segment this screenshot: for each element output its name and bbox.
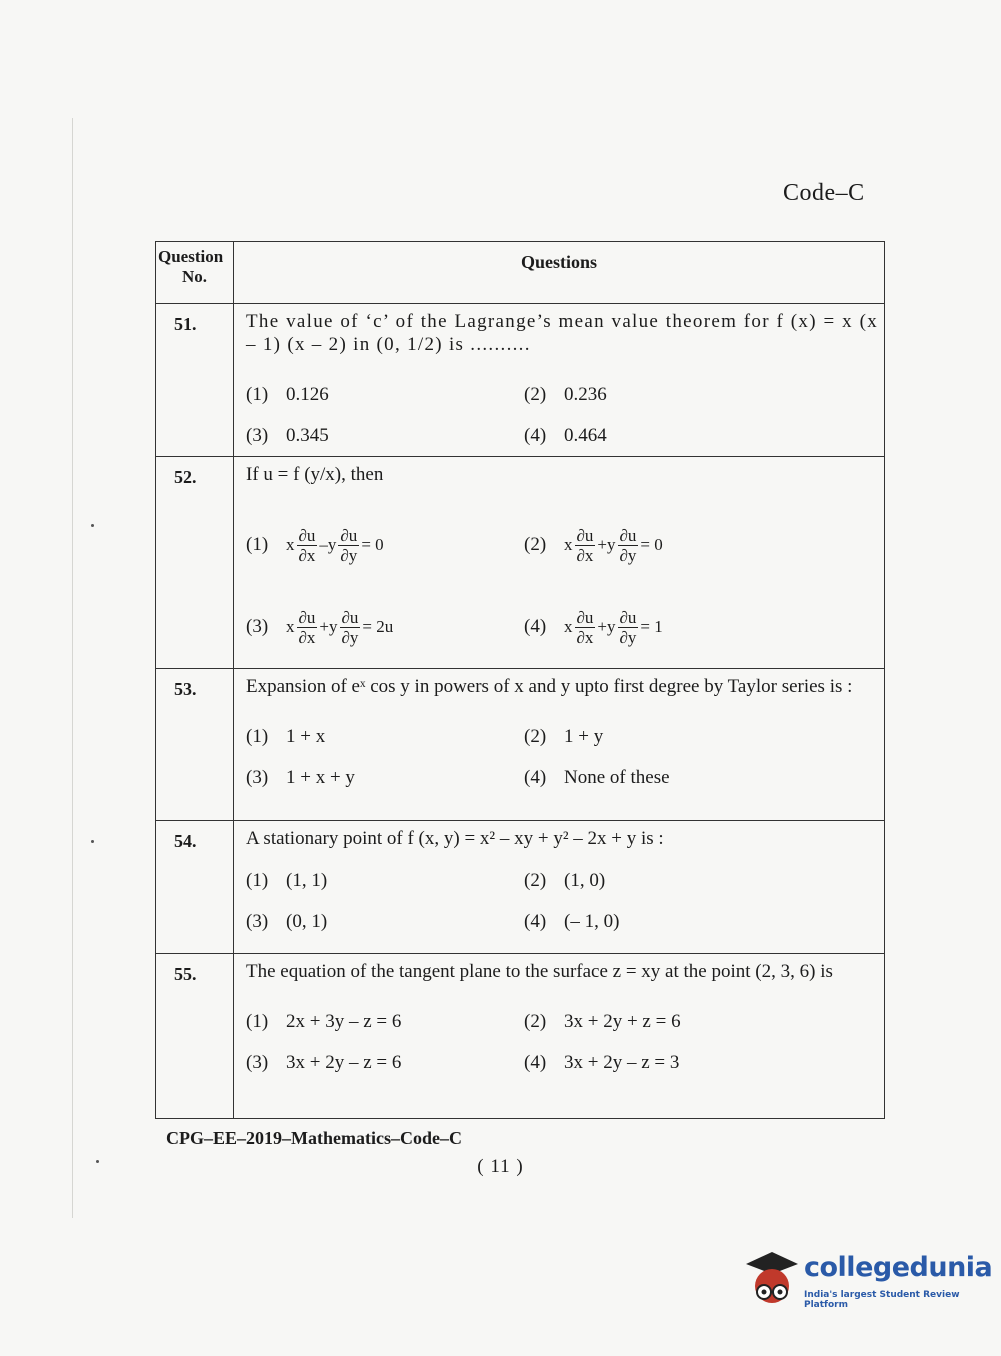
partial-derivative-expression: x $\frac{\partial u}{\partial x}$ + y $\frac{\partial u}{\partial y}$ = 0	[564, 525, 663, 565]
question-number: 51.	[156, 304, 234, 457]
option[interactable]: (3) 3x + 2y – z = 6	[246, 1051, 402, 1073]
options-grid	[246, 374, 878, 456]
fraction: $\frac{\partial u}{\partial x}$	[298, 525, 316, 565]
question-body	[234, 457, 885, 669]
options-grid	[246, 716, 878, 798]
question-body	[234, 669, 885, 821]
options-grid	[246, 504, 878, 668]
option[interactable]: (1) 0.126	[246, 383, 329, 405]
question-number: 52.	[156, 457, 234, 669]
question-no-header: Question No.	[156, 242, 234, 304]
question-body	[234, 821, 885, 954]
brand-name: collegedunia	[804, 1252, 993, 1283]
question-number: 54.	[156, 821, 234, 954]
question-stem: The value of ‘c’ of the Lagrange’s mean value theorem for f (x) = x (x – 1) (x – 2) in (0, 1/2) is ..........	[246, 311, 878, 355]
options-grid	[246, 1001, 878, 1083]
fraction: $\frac{\partial u}{\partial x}$	[576, 607, 594, 647]
option[interactable]: (1) x $\frac{\partial u}{\partial x}$ – y $\frac{\partial u}{\partial y}$ = 0	[246, 525, 384, 565]
fraction: $\frac{\partial u}{\partial x}$	[298, 607, 316, 647]
option[interactable]: (4) 3x + 2y – z = 3	[524, 1051, 680, 1073]
option[interactable]: (2) (1, 0)	[524, 869, 606, 891]
partial-derivative-expression: x $\frac{\partial u}{\partial x}$ + y $\frac{\partial u}{\partial y}$ = 1	[564, 607, 663, 647]
mascot-icon	[742, 1246, 802, 1316]
fraction: $\frac{\partial u}{\partial x}$	[576, 525, 594, 565]
option[interactable]: (2) x $\frac{\partial u}{\partial x}$ + y $\frac{\partial u}{\partial y}$ = 0	[524, 525, 663, 565]
fraction: $\frac{\partial u}{\partial y}$	[619, 607, 637, 647]
brand-tagline: India's largest Student Review Platform	[804, 1290, 960, 1310]
paper-code-label: Code–C	[783, 180, 865, 206]
option[interactable]: (3) (0, 1)	[246, 910, 328, 932]
collegedunia-logo	[742, 1246, 993, 1316]
question-stem: A stationary point of f (x, y) = x² – xy + y² – 2x + y is :	[246, 828, 664, 849]
question-stem: Expansion of eˣ cos y in powers of x and y upto first degree by Taylor series is :	[246, 676, 853, 697]
question-stem: The equation of the tangent plane to the surface z = xy at the point (2, 3, 6) is	[246, 961, 833, 982]
table-row	[156, 821, 885, 954]
table-header-row	[156, 242, 885, 304]
fraction: $\frac{\partial u}{\partial y}$	[340, 525, 358, 565]
option[interactable]: (4) 0.464	[524, 424, 607, 446]
question-number: 53.	[156, 669, 234, 821]
option[interactable]: (2) 0.236	[524, 383, 607, 405]
question-body	[234, 954, 885, 1119]
option[interactable]: (1) 1 + x	[246, 725, 326, 747]
option[interactable]: (3) 0.345	[246, 424, 329, 446]
option[interactable]: (1) 2x + 3y – z = 6	[246, 1010, 402, 1032]
option[interactable]: (4) None of these	[524, 766, 670, 788]
partial-derivative-expression: x $\frac{\partial u}{\partial x}$ + y $\frac{\partial u}{\partial y}$ = 2u	[286, 607, 394, 647]
questions-table	[155, 241, 885, 1119]
option[interactable]: (2) 1 + y	[524, 725, 604, 747]
fraction: $\frac{\partial u}{\partial y}$	[341, 607, 359, 647]
fraction: $\frac{\partial u}{\partial y}$	[619, 525, 637, 565]
page-number: ( 11 )	[477, 1156, 524, 1177]
questions-header: Questions	[234, 242, 885, 304]
option[interactable]: (4) x $\frac{\partial u}{\partial x}$ + y $\frac{\partial u}{\partial y}$ = 1	[524, 607, 663, 647]
option[interactable]: (3) 1 + x + y	[246, 766, 355, 788]
option[interactable]: (2) 3x + 2y + z = 6	[524, 1010, 681, 1032]
question-number: 55.	[156, 954, 234, 1119]
table-row	[156, 669, 885, 821]
option[interactable]: (1) (1, 1)	[246, 869, 328, 891]
question-body	[234, 304, 885, 457]
footer-paper-code: CPG–EE–2019–Mathematics–Code–C	[166, 1128, 462, 1148]
question-stem: If u = f (y/x), then	[246, 464, 384, 485]
partial-derivative-expression: x $\frac{\partial u}{\partial x}$ – y $\frac{\partial u}{\partial y}$ = 0	[286, 525, 384, 565]
page-margin-line	[72, 118, 73, 1218]
option[interactable]: (4) (– 1, 0)	[524, 910, 620, 932]
table-row	[156, 457, 885, 669]
table-row	[156, 954, 885, 1119]
options-grid	[246, 860, 878, 942]
table-row	[156, 304, 885, 457]
scan-speck	[91, 524, 94, 527]
scan-speck	[91, 840, 94, 843]
option[interactable]: (3) x $\frac{\partial u}{\partial x}$ + y $\frac{\partial u}{\partial y}$ = 2u	[246, 607, 394, 647]
